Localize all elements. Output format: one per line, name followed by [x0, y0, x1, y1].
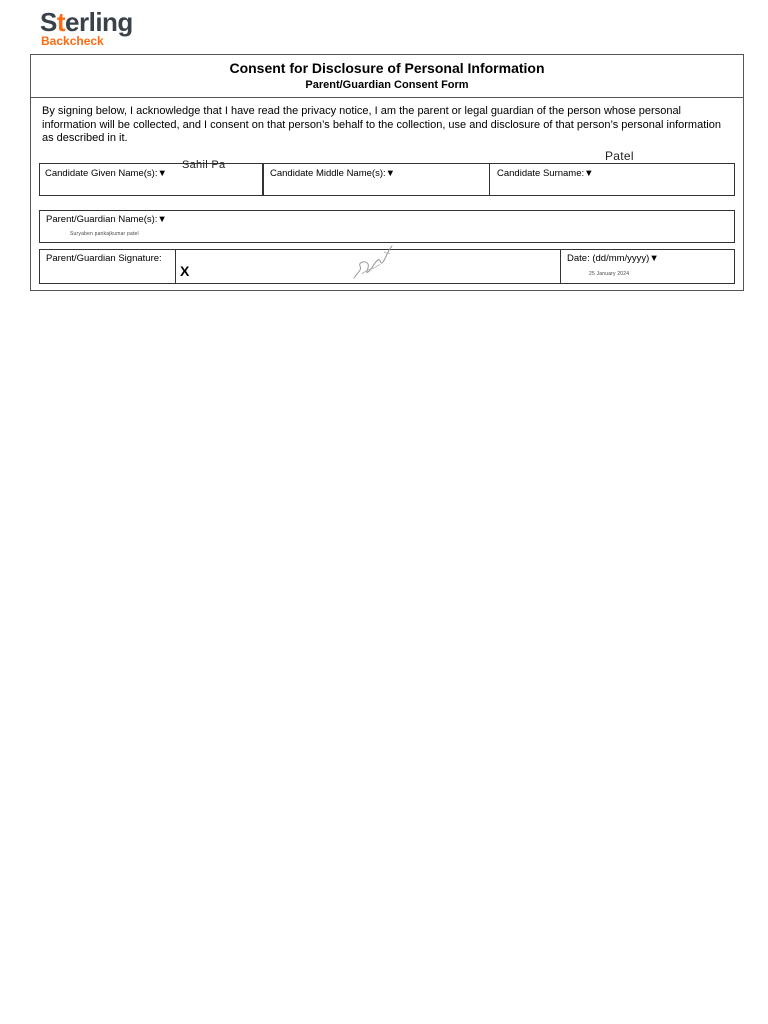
logo-wordmark: Sterling	[40, 7, 133, 37]
guardian-name-value: Suryaben pankajkumar patel	[70, 231, 139, 237]
guardian-signature-label: Parent/Guardian Signature:	[46, 253, 162, 264]
consent-statement: By signing below, I acknowledge that I have read the privacy notice, I am the parent or legal guardian of the person whose personal information will be collected, and I consent on that person’s behalf to the collection, use and disclosure of that person’s personal information as described in it.	[42, 105, 721, 144]
candidate-surname-field[interactable]	[489, 163, 735, 196]
logo-accent-t: t	[56, 7, 66, 37]
guardian-name-field[interactable]	[39, 210, 735, 243]
candidate-given-name-value: Sahil Pa	[182, 159, 226, 171]
date-value: 25 January 2024	[589, 271, 630, 277]
form-title: Consent for Disclosure of Personal Information	[229, 60, 545, 76]
guardian-signature-label-cell	[39, 249, 176, 284]
form-header	[31, 55, 743, 98]
candidate-given-name-label: Candidate Given Name(s):▼	[45, 168, 167, 179]
candidate-middle-name-label: Candidate Middle Name(s):▼	[270, 168, 396, 179]
sterling-backcheck-logo	[40, 8, 133, 47]
candidate-middle-name-field[interactable]	[262, 163, 490, 196]
candidate-surname-value: Patel	[605, 149, 634, 163]
handwritten-signature	[348, 240, 396, 284]
guardian-name-label: Parent/Guardian Name(s):▼	[46, 214, 167, 225]
logo-subtitle: Backcheck	[41, 34, 104, 48]
candidate-surname-label: Candidate Surname:▼	[497, 168, 594, 179]
signature-x-mark: X	[180, 263, 190, 279]
date-field[interactable]	[560, 249, 735, 284]
candidate-given-name-field[interactable]	[39, 163, 263, 196]
date-label: Date: (dd/mm/yyyy)▼	[567, 253, 659, 264]
form-subtitle: Parent/Guardian Consent Form	[305, 79, 469, 91]
